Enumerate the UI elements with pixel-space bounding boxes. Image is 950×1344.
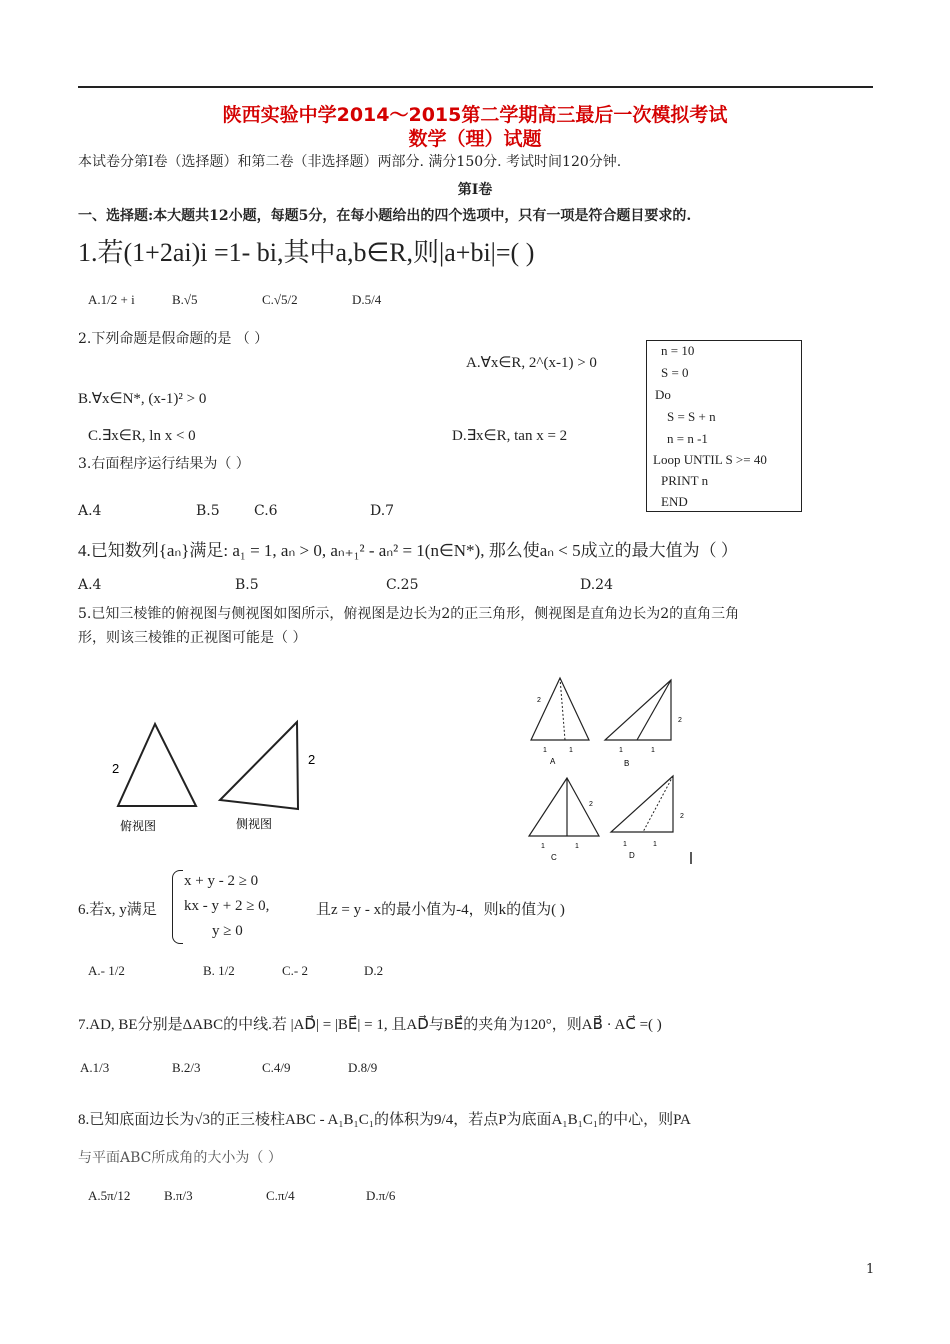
option-c-label: C [551, 853, 557, 862]
q8-option-a: A.5π/12 [88, 1188, 131, 1203]
q3-option-b: B.5 [196, 503, 220, 519]
q4-option-d: D.24 [580, 577, 613, 593]
q4-option-b: B.5 [235, 577, 259, 593]
q8-option-b: B.π/3 [164, 1188, 193, 1203]
page-number: 1 [866, 1262, 875, 1277]
side-view-triangle [220, 722, 298, 809]
option-c-base-label-right: 1 [575, 843, 579, 850]
program-line: END [661, 494, 688, 509]
q8-option-d: D.π/6 [366, 1188, 396, 1203]
option-d-base-label-left: 1 [623, 841, 627, 848]
q3-option-c: C.6 [254, 503, 278, 519]
q6-option-c: C.- 2 [282, 963, 308, 978]
q2-option-c: C.∃x∈R, ln x < 0 [88, 428, 196, 444]
option-a-base-label-left: 1 [543, 747, 547, 754]
option-b-base-label-right: 1 [651, 747, 655, 754]
program-line: Loop UNTIL S >= 40 [653, 452, 767, 467]
option-c-base-label-left: 1 [541, 843, 545, 850]
q1-option-a: A.1/2 + i [88, 292, 135, 307]
option-d-triangle [611, 776, 673, 832]
q6-option-d: D.2 [364, 963, 384, 978]
option-b-inner-edge [637, 680, 671, 740]
option-d-label: D [629, 851, 635, 860]
program-line: n = 10 [661, 343, 695, 358]
q6-prefix: 6.若x, y满足 [78, 902, 157, 918]
q3-option-a: A.4 [78, 503, 102, 519]
option-b-triangle [605, 680, 671, 740]
q6-constraint-1: x + y - 2 ≥ 0 [184, 873, 259, 889]
q8-stem-line2: 与平面ABC所成角的大小为（ ） [78, 1150, 282, 1166]
side-view-caption: 侧视图 [236, 817, 273, 831]
q6-brace [172, 870, 183, 944]
q6-constraint-2: kx - y + 2 ≥ 0, [184, 898, 270, 914]
option-a-label: A [550, 757, 556, 766]
q6-option-a: A.- 1/2 [88, 963, 125, 978]
q1-option-b: B.√5 [172, 292, 198, 307]
option-a-height-label: 2 [537, 697, 541, 704]
option-b-height-label: 2 [678, 717, 682, 724]
top-rule [78, 86, 873, 88]
q2-option-d: D.∃x∈R, tan x = 2 [452, 428, 568, 444]
program-line: n = n -1 [667, 431, 708, 446]
q5-stem-line2: 形，则该三棱锥的正视图可能是（ ） [78, 630, 307, 646]
q7-option-b: B.2/3 [172, 1060, 201, 1075]
q1-option-d: D.5/4 [352, 292, 382, 307]
option-d-hidden-edge [643, 776, 673, 832]
option-c-height-label: 2 [589, 801, 593, 808]
top-view-triangle [118, 724, 196, 806]
q4-option-c: C.25 [386, 577, 419, 593]
q2-option-b: B.∀x∈N*, (x-1)² > 0 [78, 391, 207, 407]
q7-option-a: A.1/3 [80, 1060, 110, 1075]
q6-suffix: 且z = y - x的最小值为-4，则k的值为( ) [316, 902, 565, 918]
q7-option-c: C.4/9 [262, 1060, 291, 1075]
program-line: S = 0 [661, 365, 689, 380]
program-line: PRINT n [661, 473, 709, 488]
q7-stem: 7.AD, BE分别是ΔABC的中线.若 |AD⃗| = |BE⃗| = 1, 且AD⃗与BE⃗的夹角为120°，则AB⃗ · AC⃗ =( ) [78, 1017, 662, 1033]
q6-constraint-3: y ≥ 0 [212, 923, 243, 939]
exam-subtitle: 数学（理）试题 [408, 128, 542, 150]
program-line: Do [655, 387, 671, 402]
q8-stem-line1: 8.已知底面边长为√3的正三棱柱ABC - A₁B₁C₁的体积为9/4，若点P为底面A₁B₁C₁的中心，则PA [78, 1112, 691, 1128]
top-view-edge-label: 2 [112, 761, 120, 776]
q2-option-a: A.∀x∈R, 2^(x-1) > 0 [466, 355, 597, 371]
side-view-edge-label: 2 [308, 752, 316, 767]
section-heading: 一、选择题:本大题共12小题，每题5分，在每小题给出的四个选项中，只有一项是符合题目要求的. [78, 208, 692, 224]
program-line: S = S + n [667, 409, 716, 424]
q1-stem: 1.若(1+2ai)i =1- bi,其中a,b∈R,则|a+bi|=( ) [78, 238, 535, 267]
q5-given-views-figure [100, 710, 340, 840]
q5-option-figures [525, 672, 705, 868]
q8-option-c: C.π/4 [266, 1188, 295, 1203]
option-a-triangle [531, 678, 589, 740]
option-b-label: B [624, 759, 630, 768]
q4-stem: 4.已知数列{aₙ}满足: a₁ = 1, aₙ > 0, aₙ₊₁² - aₙ² = 1(n∈N*), 那么使aₙ < 5成立的最大值为（ ） [78, 541, 738, 560]
option-d-height-label: 2 [680, 813, 684, 820]
exam-intro: 本试卷分第Ⅰ卷（选择题）和第二卷（非选择题）两部分. 满分150分. 考试时间120分钟. [78, 154, 622, 170]
q1-option-c: C.√5/2 [262, 292, 298, 307]
program-box [646, 340, 802, 512]
option-d-base-label-right: 1 [653, 841, 657, 848]
q7-option-d: D.8/9 [348, 1060, 378, 1075]
exam-title: 陕西实验中学2014～2015第二学期高三最后一次模拟考试 [222, 104, 728, 126]
part-label: 第Ⅰ卷 [457, 182, 493, 198]
top-view-caption: 俯视图 [120, 819, 157, 833]
option-a-base-label-right: 1 [569, 747, 573, 754]
q2-stem: 2.下列命题是假命题的是 （ ） [78, 331, 269, 347]
option-b-base-label-left: 1 [619, 747, 623, 754]
q3-option-d: D.7 [370, 503, 395, 519]
q5-stem-line1: 5.已知三棱锥的俯视图与侧视图如图所示，俯视图是边长为2的正三角形，侧视图是直角边长为2的直角三角 [78, 606, 740, 622]
q6-option-b: B. 1/2 [203, 963, 235, 978]
q3-stem: 3.右面程序运行结果为（ ） [78, 456, 250, 472]
q4-option-a: A.4 [78, 577, 102, 593]
